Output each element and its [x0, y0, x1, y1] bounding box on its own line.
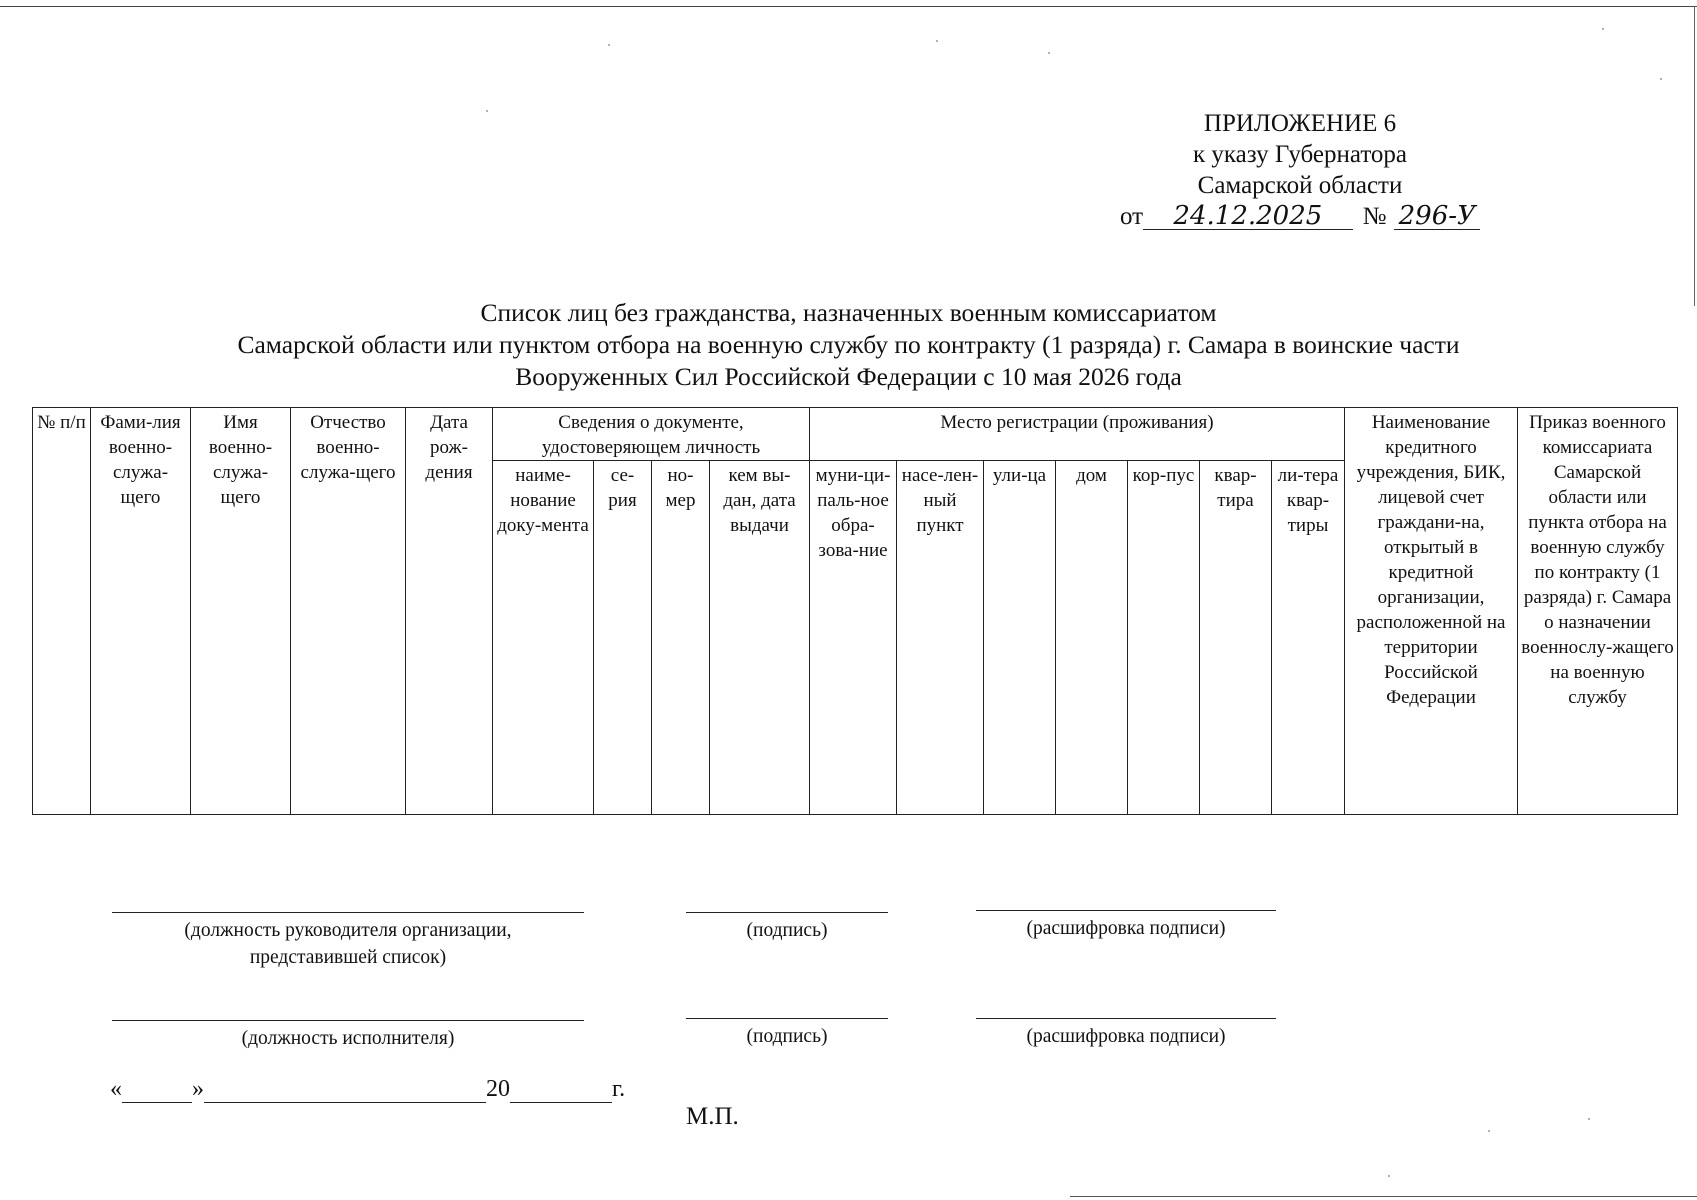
signature-caption: (подпись): [746, 920, 828, 941]
group-header-place: Место регистрации (проживания): [810, 408, 1345, 461]
scan-speck: [1602, 28, 1604, 30]
appendix-line-region: Самарской области: [1197, 172, 1403, 199]
date-day-blank: [122, 1080, 192, 1103]
appendix-header: [1120, 108, 1480, 232]
scan-speck: [1660, 78, 1662, 80]
date-open-quote: «: [110, 1076, 122, 1102]
col-header-doc-name: наиме-нование доку-мента: [493, 461, 594, 815]
signature-position-1: [112, 912, 584, 971]
scan-speck: [1588, 1118, 1590, 1120]
title-line-2: Самарской области или пунктом отбора на военную службу по контракту (1 разряда) г. Самара в воинские части: [237, 330, 1460, 359]
signature-caption: (должность руководителя организации, представившей список): [184, 920, 512, 968]
stamp-place: М.П.: [686, 1103, 739, 1130]
scan-speck: [608, 44, 610, 46]
col-header-order: Приказ военного комиссариата Самарской области или пункта отбора на военную службу по контракту (1 разряда) г. Самара о назначении военнослу-жащего на военную службу: [1518, 408, 1678, 815]
appendix-title: ПРИЛОЖЕНИЕ 6: [1203, 110, 1397, 137]
col-header-patronymic: Отчество военно-служа-щего: [291, 408, 406, 815]
date-year-suffix: г.: [612, 1076, 626, 1102]
date-close-quote: »: [192, 1076, 204, 1102]
scan-speck: [1048, 52, 1050, 54]
col-header-settlement: насе-лен-ный пункт: [897, 461, 984, 815]
col-header-number: № п/п: [33, 408, 91, 815]
number-prefix: №: [1362, 203, 1387, 230]
col-header-house: дом: [1056, 461, 1128, 815]
date-prefix: от: [1120, 203, 1144, 230]
signature-position-2: [112, 1020, 584, 1052]
signature-caption: (расшифровка подписи): [1026, 918, 1226, 939]
signature-decoding-1: [976, 910, 1276, 942]
col-header-apartment-letter: ли-тера квар-тиры: [1272, 461, 1345, 815]
signature-caption: (расшифровка подписи): [1026, 1026, 1226, 1047]
col-header-street: ули-ца: [984, 461, 1056, 815]
col-header-surname: Фами-лия военно-служа-щего: [91, 408, 191, 815]
col-header-name: Имя военно-служа-щего: [191, 408, 291, 815]
col-header-doc-number: но-мер: [652, 461, 710, 815]
signature-sign-2: [686, 1018, 888, 1050]
col-header-building: кор-пус: [1128, 461, 1200, 815]
signature-caption: (подпись): [746, 1026, 828, 1047]
group-header-document: Сведения о документе, удостоверяющем личность: [493, 408, 810, 461]
scan-speck: [1488, 1130, 1490, 1132]
title-line-3: Вооруженных Сил Российской Федерации с 10 мая 2026 года: [515, 362, 1182, 391]
signature-sign-1: [686, 912, 888, 944]
col-header-doc-issued: кем вы-дан, дата выдачи: [710, 461, 810, 815]
document-title: [0, 297, 1697, 393]
date-year-prefix: 20: [486, 1076, 510, 1102]
scan-speck: [486, 110, 488, 112]
scan-top-border: [0, 6, 1697, 7]
col-header-bank: Наименование кредитного учреждения, БИК, лицевой счет граждани-на, открытый в кредитной организации, расположенной на территории Российской Федерации: [1345, 408, 1518, 815]
date-year-blank: [510, 1080, 612, 1103]
col-header-apartment: квар-тира: [1200, 461, 1272, 815]
scan-right-border: [1694, 6, 1695, 306]
signature-decoding-2: [976, 1018, 1276, 1050]
handwritten-number: 296-У: [1394, 203, 1480, 230]
col-header-birthdate: Дата рож-дения: [406, 408, 493, 815]
handwritten-date: 24.12.2025: [1143, 203, 1353, 230]
date-line: [110, 1076, 625, 1103]
appendix-line-decree: к указу Губернатора: [1192, 141, 1408, 168]
appendix-date-number: [1120, 201, 1480, 232]
date-month-blank: [204, 1080, 486, 1103]
col-header-doc-series: се-рия: [594, 461, 652, 815]
scan-speck: [936, 40, 938, 42]
scan-speck: [1388, 1175, 1390, 1177]
title-line-1: Список лиц без гражданства, назначенных военным комиссариатом: [480, 298, 1217, 327]
scan-bottom-border: [1070, 1196, 1697, 1197]
persons-table: [32, 407, 1678, 815]
col-header-municipal: муни-ци-паль-ное обра-зова-ние: [810, 461, 897, 815]
signature-caption: (должность исполнителя): [241, 1028, 455, 1049]
